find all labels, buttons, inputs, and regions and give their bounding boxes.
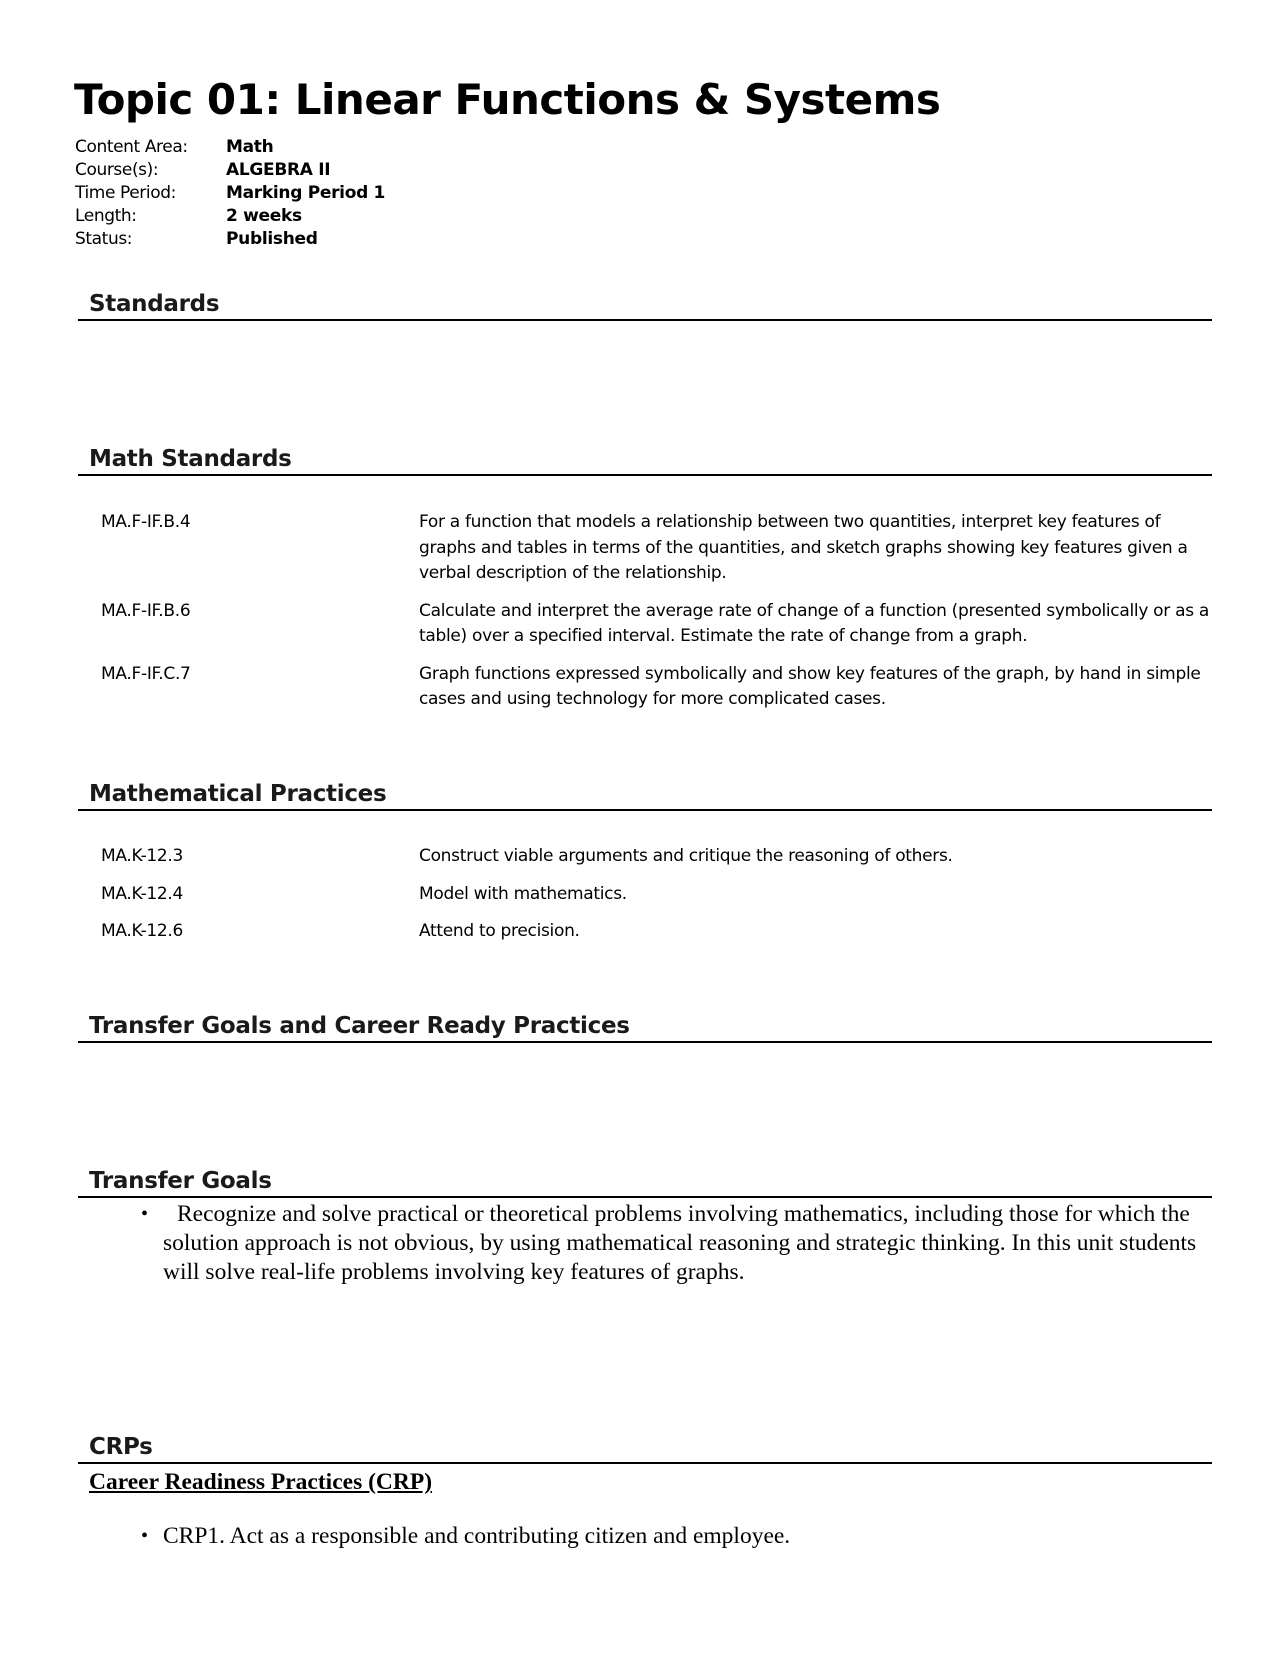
meta-row-time-period	[75, 181, 385, 204]
section-heading-math-standards: Math Standards	[89, 446, 292, 472]
page-title: Topic 01: Linear Functions & Systems	[74, 75, 941, 124]
list-item	[141, 1522, 1201, 1551]
section-mathematical-practices	[78, 779, 1212, 811]
section-heading-standards: Standards	[89, 291, 220, 317]
meta-row-status	[75, 227, 385, 250]
meta-value: Published	[226, 228, 318, 249]
standard-description: Graph functions expressed symbolically and show key features of the graph, by hand in simple cases and using technology for more complicated cases.	[419, 663, 1201, 709]
section-heading-transfer-goals: Transfer Goals	[89, 1168, 272, 1194]
section-crps	[78, 1432, 1212, 1464]
practice-description: Model with mathematics.	[419, 883, 627, 904]
course-metadata	[75, 135, 385, 250]
meta-value: ALGEBRA II	[226, 159, 331, 180]
section-heading-crps: CRPs	[89, 1434, 153, 1460]
standard-code: MA.F-IF.B.6	[101, 600, 191, 621]
bullet-icon: •	[141, 1525, 149, 1547]
meta-value: Marking Period 1	[226, 182, 386, 203]
meta-value: 2 weeks	[226, 205, 302, 226]
section-math-standards	[78, 444, 1212, 476]
section-heading-mathematical-practices: Mathematical Practices	[89, 781, 387, 807]
standard-row	[101, 599, 1211, 650]
practice-code: MA.K-12.3	[101, 846, 184, 866]
standard-description: Calculate and interpret the average rate of change of a function (presented symbolically or as a table) over a specified interval. Estimate the rate of change from a graph.	[419, 600, 1209, 646]
meta-label: Time Period:	[75, 182, 176, 203]
section-heading-transfer-goals-crp: Transfer Goals and Career Ready Practices	[89, 1013, 630, 1039]
standard-code: MA.F-IF.B.4	[101, 512, 191, 532]
section-standards	[78, 289, 1212, 321]
meta-value: Math	[226, 136, 274, 157]
standard-row	[101, 662, 1211, 713]
transfer-goals-list	[141, 1200, 1201, 1287]
meta-label: Content Area:	[75, 136, 188, 157]
standard-description: For a function that models a relationship between two quantities, interpret key features of graphs and tables in terms of the quantities, and sketch graphs showing key features given a verbal description of the relationship.	[419, 512, 1188, 583]
crp-subheading: Career Readiness Practices (CRP)	[89, 1469, 433, 1495]
practice-code: MA.K-12.6	[101, 921, 184, 941]
practice-description: Attend to precision.	[419, 921, 580, 941]
meta-row-content-area	[75, 135, 385, 158]
practice-row	[101, 919, 1211, 945]
meta-row-courses	[75, 158, 385, 181]
mathematical-practices-list	[101, 844, 1211, 945]
transfer-goal-text: Recognize and solve practical or theoretical problems involving mathematics, including those for which the solution approach is not obvious, by using mathematical reasoning and strategic thinking. In this unit students will solve real-life problems involving key features of graphs.	[163, 1201, 1197, 1285]
section-transfer-goals	[78, 1166, 1212, 1198]
meta-label: Course(s):	[75, 159, 159, 180]
meta-label: Status:	[75, 228, 133, 249]
math-standards-list	[101, 510, 1211, 713]
crp-list	[141, 1522, 1201, 1551]
section-transfer-goals-crp	[78, 1011, 1212, 1043]
meta-label: Length:	[75, 205, 137, 226]
meta-row-length	[75, 204, 385, 227]
practice-row	[101, 882, 1211, 908]
crp-text: CRP1. Act as a responsible and contributing citizen and employee.	[163, 1523, 791, 1549]
practice-description: Construct viable arguments and critique the reasoning of others.	[419, 846, 953, 866]
list-item	[141, 1200, 1201, 1287]
practice-row	[101, 844, 1211, 870]
standard-code: MA.F-IF.C.7	[101, 663, 191, 684]
standard-row	[101, 510, 1211, 587]
bullet-icon: •	[141, 1203, 149, 1225]
practice-code: MA.K-12.4	[101, 883, 184, 904]
